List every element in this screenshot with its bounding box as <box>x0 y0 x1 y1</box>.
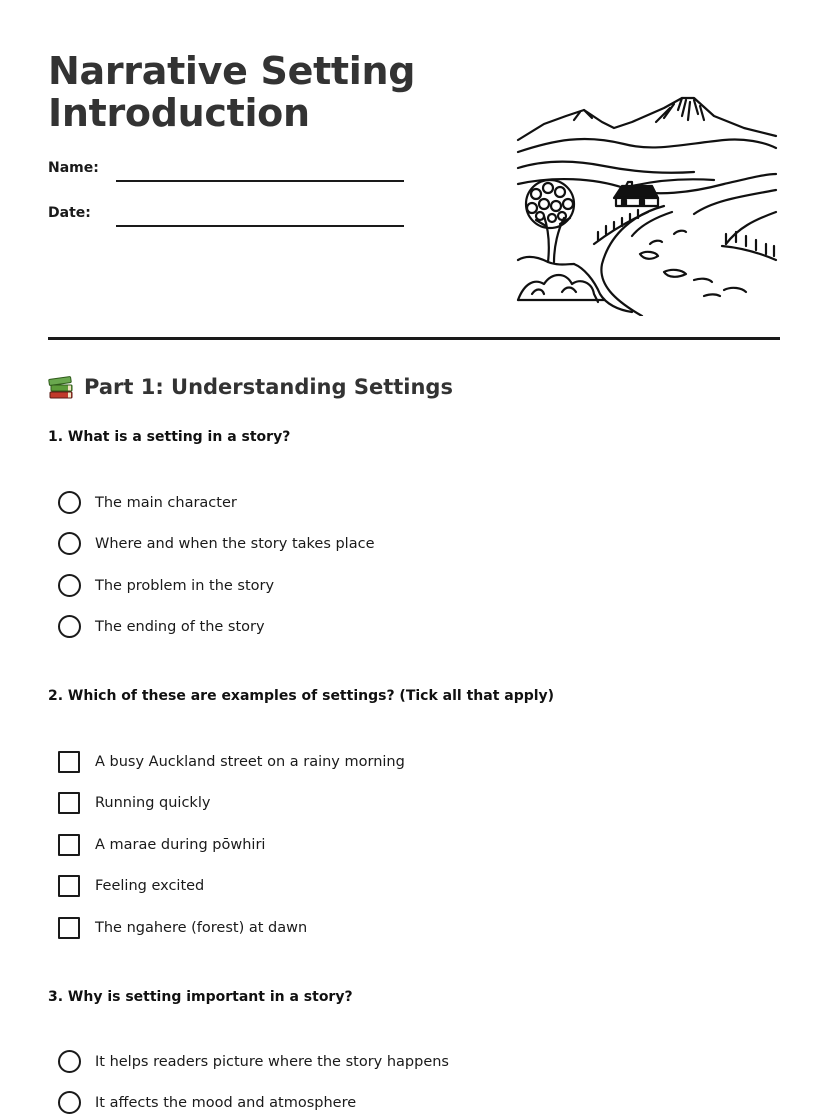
date-field[interactable] <box>116 225 404 227</box>
question-2-option[interactable] <box>58 917 307 939</box>
name-field-row <box>48 160 404 176</box>
title-line-1: Narrative Setting <box>48 49 416 93</box>
section-title-text: Part 1: Understanding Settings <box>84 375 453 399</box>
option-label: It affects the mood and atmosphere <box>95 1094 357 1111</box>
radio-button[interactable] <box>58 574 81 597</box>
worksheet-header <box>48 50 780 340</box>
question-3-option[interactable] <box>58 1091 356 1114</box>
header-divider <box>48 337 780 340</box>
question-2-option[interactable] <box>58 792 210 814</box>
option-label: The ending of the story <box>95 618 265 635</box>
date-field-row <box>48 205 404 221</box>
radio-button[interactable] <box>58 1091 81 1114</box>
question-1-option[interactable] <box>58 615 265 638</box>
checkbox[interactable] <box>58 834 80 856</box>
question-1-option[interactable] <box>58 574 274 597</box>
checkbox[interactable] <box>58 792 80 814</box>
books-icon <box>48 374 76 400</box>
checkbox[interactable] <box>58 917 80 939</box>
question-3: 3. Why is setting important in a story? <box>48 989 353 1005</box>
date-label: Date: <box>48 205 91 221</box>
option-label: It helps readers picture where the story happens <box>95 1053 449 1070</box>
question-2-option[interactable] <box>58 834 265 856</box>
name-field[interactable] <box>116 180 404 182</box>
radio-button[interactable] <box>58 615 81 638</box>
option-label: The ngahere (forest) at dawn <box>95 920 308 936</box>
worksheet-title <box>48 50 468 134</box>
landscape-illustration <box>514 94 778 316</box>
question-1: 1. What is a setting in a story? <box>48 429 291 445</box>
question-1-option[interactable] <box>58 491 237 514</box>
option-label: The problem in the story <box>95 577 275 594</box>
question-2: 2. Which of these are examples of settings? (Tick all that apply) <box>48 688 555 704</box>
radio-button[interactable] <box>58 491 81 514</box>
checkbox[interactable] <box>58 751 80 773</box>
question-2-option[interactable] <box>58 875 204 897</box>
option-label: Feeling excited <box>95 878 205 894</box>
name-label: Name: <box>48 160 99 176</box>
option-label: Running quickly <box>95 795 211 811</box>
section-title-part-1 <box>48 374 453 400</box>
option-label: The main character <box>95 494 237 511</box>
radio-button[interactable] <box>58 532 81 555</box>
option-label: A busy Auckland street on a rainy morning <box>95 754 405 770</box>
question-2-option[interactable] <box>58 751 405 773</box>
radio-button[interactable] <box>58 1050 81 1073</box>
title-line-2: Introduction <box>48 91 310 135</box>
checkbox[interactable] <box>58 875 80 897</box>
question-1-option[interactable] <box>58 532 375 555</box>
option-label: A marae during pōwhiri <box>95 837 266 853</box>
question-3-option[interactable] <box>58 1050 449 1073</box>
option-label: Where and when the story takes place <box>95 535 375 552</box>
